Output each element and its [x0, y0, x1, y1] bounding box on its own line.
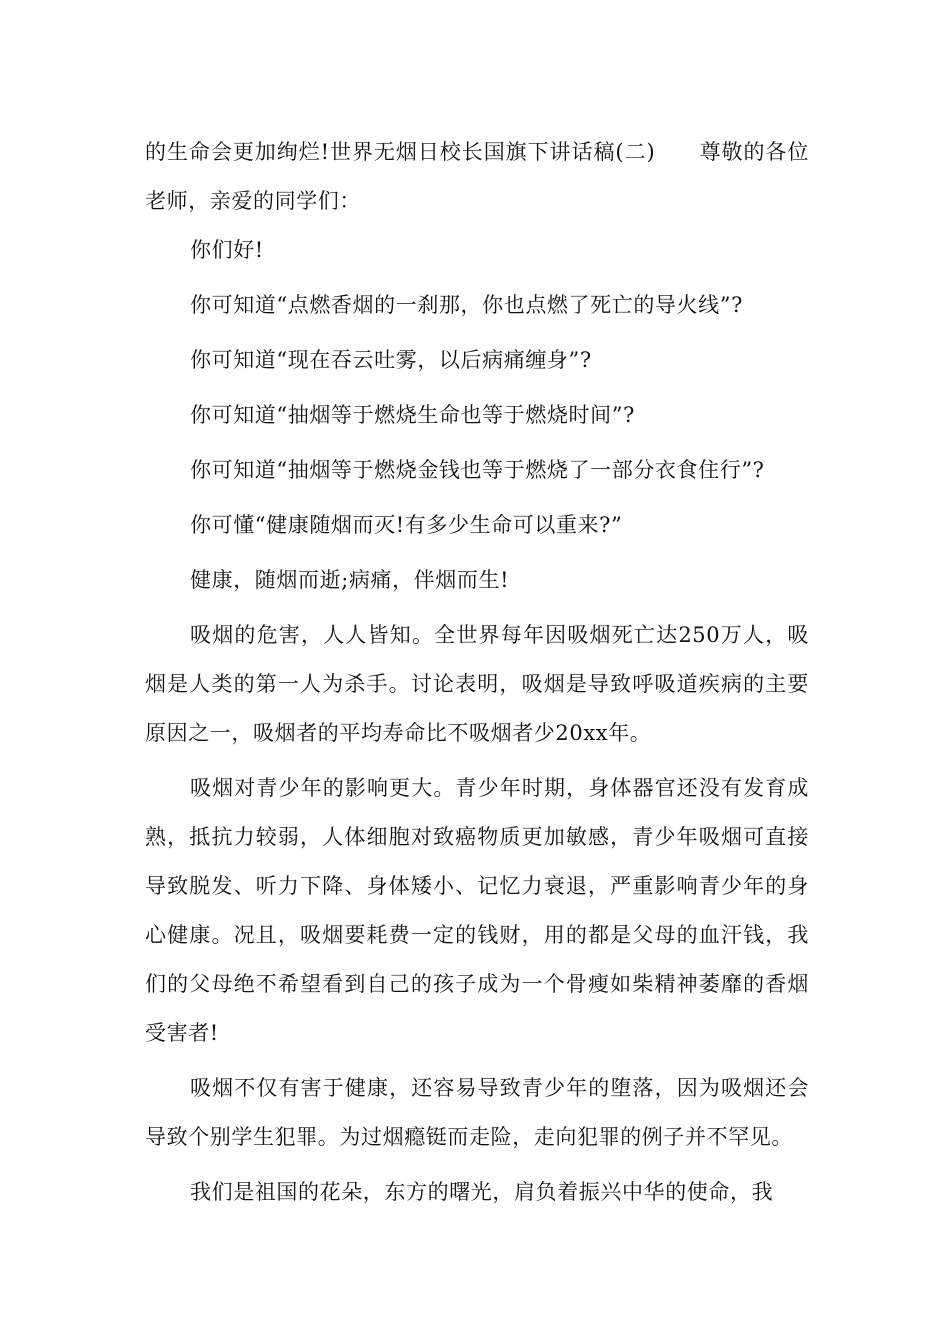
paragraph-question-5: 你可懂“健康随烟而灭!有多少生命可以重来?”	[190, 513, 623, 537]
paragraph-greeting: 你们好!	[190, 238, 264, 262]
paragraph-question-4: 你可知道“抽烟等于燃烧金钱也等于燃烧了一部分衣食住行”?	[190, 458, 765, 482]
paragraph-slogan: 健康，随烟而逝;病痛，伴烟而生!	[190, 568, 510, 592]
paragraph-crime: 吸烟不仅有害于健康，还容易导致青少年的堕落，因为吸烟还会导致个别学生犯罪。为过烟瘾铤而走险，走向犯罪的例子并不罕见。	[145, 1076, 809, 1149]
paragraph-mission: 我们是祖国的花朵，东方的曙光，肩负着振兴中华的使命，我	[190, 1180, 774, 1204]
paragraph-continuation: 的生命会更加绚烂!世界无烟日校长国旗下讲话稿(二) 尊敬的各位老师，亲爱的同学们：	[145, 140, 809, 213]
paragraph-harm-facts: 吸烟的危害，人人皆知。全世界每年因吸烟死亡达250万人，吸烟是人类的第一人为杀手。讨论表明，吸烟是导致呼吸道疾病的主要原因之一，吸烟者的平均寿命比不吸烟者少20xx年。	[145, 623, 809, 745]
paragraph-question-2: 你可知道“现在吞云吐雾，以后病痛缠身”?	[190, 348, 592, 372]
paragraph-question-3: 你可知道“抽烟等于燃烧生命也等于燃烧时间”?	[190, 403, 635, 427]
paragraph-youth-impact: 吸烟对青少年的影响更大。青少年时期，身体器官还没有发育成熟，抵抗力较弱，人体细胞对致癌物质更加敏感，青少年吸烟可直接导致脱发、听力下降、身体矮小、记忆力衰退，严重影响青少年的身心健康。况且，吸烟要耗费一定的钱财，用的都是父母的血汗钱，我们的父母绝不希望看到自己的孩子成为一个骨瘦如柴精神萎靡的香烟受害者!	[145, 776, 809, 1045]
paragraph-question-1: 你可知道“点燃香烟的一刹那，你也点燃了死亡的导火线”?	[190, 293, 743, 317]
document-body	[145, 128, 809, 1223]
